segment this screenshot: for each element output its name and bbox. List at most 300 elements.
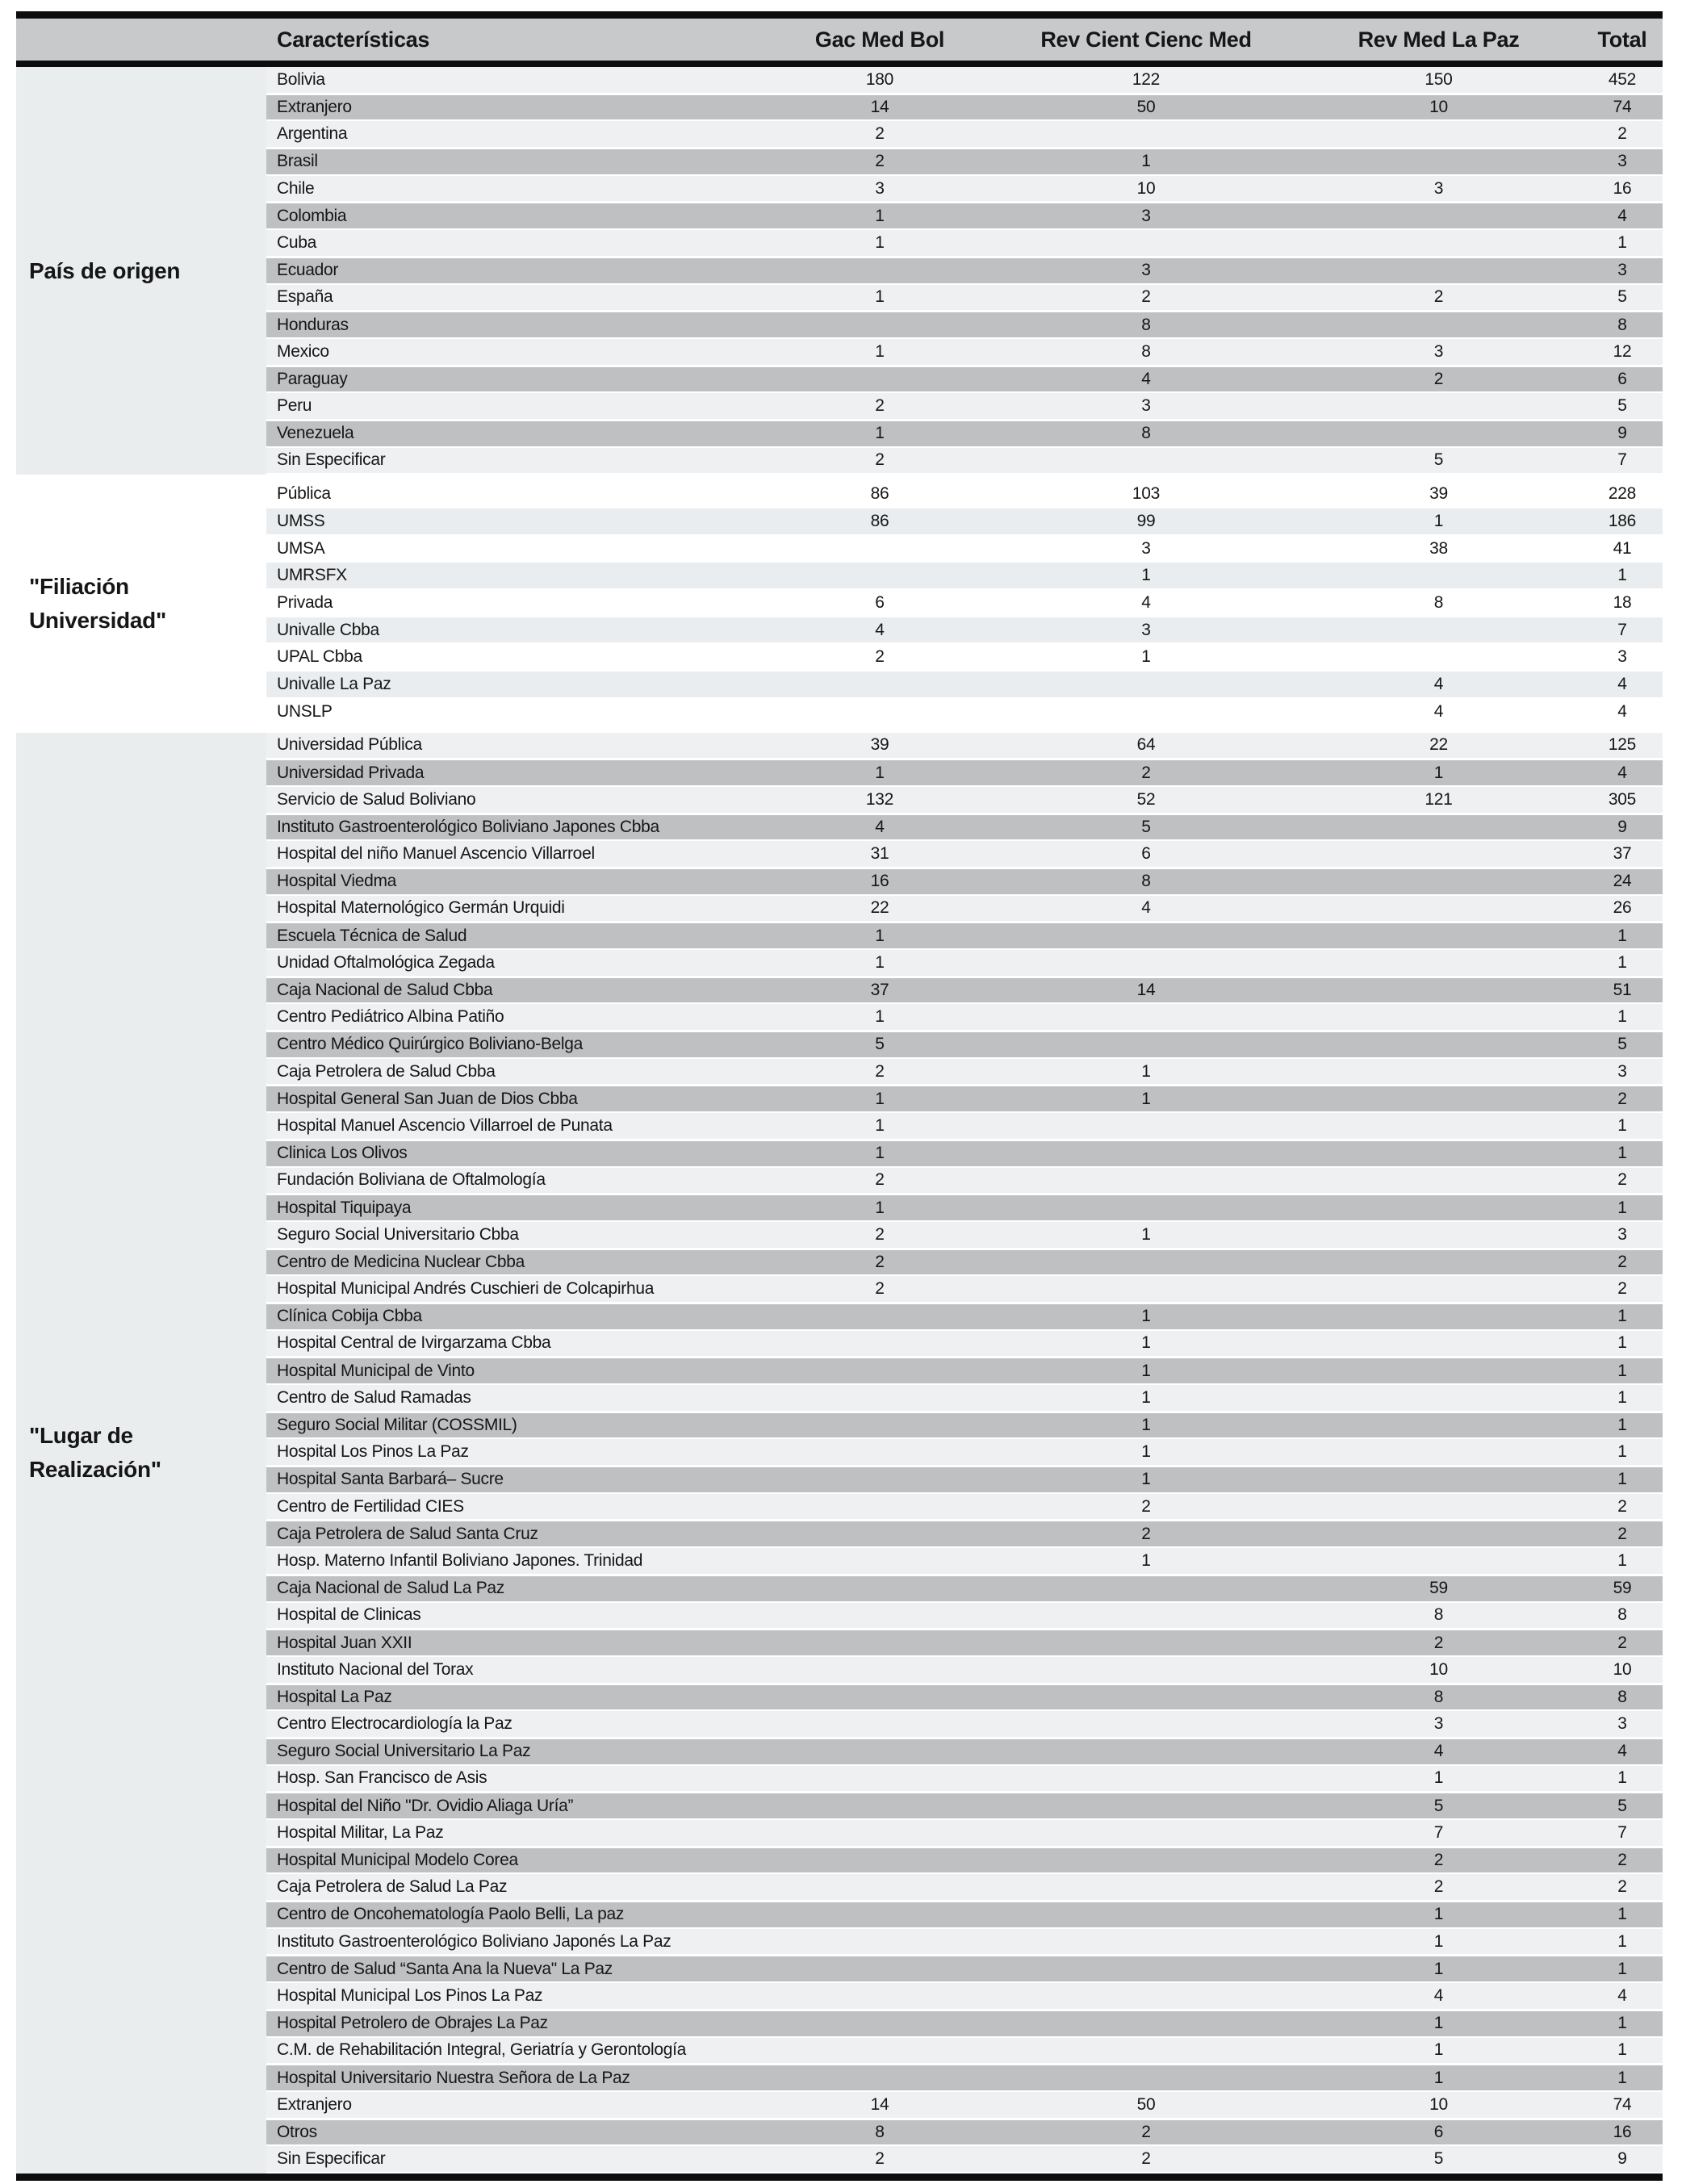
cell-value: 4 (1141, 369, 1151, 388)
table-row (266, 1738, 1663, 1766)
cell-value: 1 (1141, 1387, 1151, 1407)
row-label: Bolivia (277, 69, 325, 89)
cell-value: 8 (1617, 1687, 1627, 1706)
cell-value: 12 (1613, 341, 1632, 361)
row-label: Hosp. Materno Infantil Boliviano Japones. Trinidad (277, 1550, 643, 1570)
cell-value: 1 (1617, 1333, 1627, 1353)
table-row (266, 2065, 1663, 2092)
cell-value: 1 (1141, 1089, 1151, 1108)
row-label: Clínica Cobija Cbba (277, 1307, 422, 1326)
cell-value: 1 (1141, 1550, 1151, 1570)
cell-value: 74 (1613, 2094, 1632, 2114)
row-label: Hospital Tiquipaya (277, 1198, 412, 1217)
table-row (266, 644, 1663, 672)
cell-value: 41 (1613, 538, 1632, 558)
cell-value: 305 (1608, 789, 1637, 809)
table-row (266, 1222, 1663, 1249)
cell-value: 2 (1617, 1170, 1627, 1190)
section-rows (266, 481, 1663, 726)
cell-value: 2 (875, 396, 885, 416)
row-label: Mexico (277, 341, 329, 361)
table-row (266, 1059, 1663, 1086)
cell-value: 50 (1136, 2094, 1156, 2114)
cell-value: 10 (1613, 1659, 1632, 1679)
cell-value: 38 (1429, 538, 1448, 558)
cell-value: 5 (1617, 287, 1627, 307)
cell-value: 2 (1617, 124, 1627, 144)
section-label-line: "Filiación (29, 573, 129, 599)
table-row (266, 814, 1663, 842)
cell-value: 3 (1141, 620, 1151, 639)
section-rows (266, 733, 1663, 2174)
row-label: Escuela Técnica de Salud (277, 926, 467, 945)
row-label: C.M. de Rehabilitación Integral, Geriatría y Gerontología (277, 2040, 686, 2060)
cell-value: 1 (1617, 1144, 1627, 1163)
row-label: Seguro Social Universitario La Paz (277, 1742, 531, 1761)
cell-value: 2 (875, 152, 885, 171)
table-row (266, 1603, 1663, 1630)
row-label: Fundación Boliviana de Oftalmología (277, 1170, 546, 1190)
table-row (266, 733, 1663, 760)
row-label: Hospital General San Juan de Dios Cbba (277, 1089, 578, 1108)
cell-value: 64 (1136, 735, 1156, 755)
row-label: Brasil (277, 152, 318, 171)
section-label-line: "Lugar de (29, 1423, 133, 1449)
row-label: Honduras (277, 315, 349, 334)
table-row (266, 1630, 1663, 1657)
table-row (266, 2010, 1663, 2038)
cell-value: 1 (1141, 566, 1151, 585)
cell-value: 1 (875, 763, 885, 782)
table-row (266, 1331, 1663, 1358)
cell-value: 1 (1617, 232, 1627, 252)
table-row (266, 1575, 1663, 1603)
column-header-total: Total (1597, 27, 1647, 52)
row-label: Instituto Gastroenterológico Boliviano Japones Cbba (277, 817, 659, 836)
cell-value: 2 (875, 1252, 885, 1271)
row-label: Hospital Municipal Andrés Cuschieri de Colcapirhua (277, 1279, 655, 1299)
cell-value: 5 (1433, 1796, 1444, 1815)
cell-value: 59 (1613, 1579, 1632, 1598)
table-row (266, 1086, 1663, 1113)
table-row (266, 923, 1663, 950)
row-label: Centro de Fertilidad CIES (277, 1496, 464, 1516)
cell-value: 4 (1141, 592, 1151, 612)
row-label: Universidad Privada (277, 763, 425, 782)
row-label: Hospital Viedma (277, 872, 397, 891)
table-row (266, 1820, 1663, 1847)
table-row (266, 759, 1663, 787)
row-label: Extranjero (277, 2094, 352, 2114)
cell-value: 3 (1617, 1224, 1627, 1244)
table-row (266, 393, 1663, 420)
cell-value: 2 (875, 647, 885, 667)
row-label: UNSLP (277, 701, 333, 721)
row-label: Caja Petrolera de Salud Cbba (277, 1061, 496, 1081)
table-row (266, 1004, 1663, 1031)
cell-value: 1 (1141, 1307, 1151, 1326)
row-label: UMSA (277, 538, 325, 558)
cell-value: 121 (1425, 789, 1453, 809)
table-row (266, 1684, 1663, 1712)
section-rows (266, 67, 1663, 475)
cell-value: 1 (1617, 1550, 1627, 1570)
cell-value: 4 (875, 817, 885, 836)
cell-value: 1 (875, 206, 885, 225)
cell-value: 1 (1617, 1470, 1627, 1489)
cell-value: 2 (1141, 1524, 1151, 1543)
cell-value: 6 (1141, 844, 1151, 864)
table-row (266, 420, 1663, 448)
cell-value: 3 (1141, 261, 1151, 280)
row-label: Hospital Central de Ivirgarzama Cbba (277, 1333, 551, 1353)
table-row (266, 1195, 1663, 1222)
cell-value: 1 (1617, 2068, 1627, 2087)
cell-value: 22 (1429, 735, 1448, 755)
row-label: Hospital Militar, La Paz (277, 1822, 444, 1842)
table-row (266, 2092, 1663, 2119)
section-label-line: Realización" (29, 1457, 161, 1483)
table-row (266, 176, 1663, 203)
row-label: Instituto Nacional del Torax (277, 1659, 474, 1679)
cell-value: 4 (1433, 1742, 1444, 1761)
cell-value: 2 (875, 1279, 885, 1299)
cell-value: 4 (1617, 763, 1627, 782)
table-row (266, 1874, 1663, 1902)
table-row (266, 366, 1663, 394)
cell-value: 74 (1613, 98, 1632, 117)
cell-value: 2 (1433, 1633, 1444, 1652)
cell-value: 103 (1132, 484, 1161, 504)
table-row (266, 787, 1663, 814)
cell-value: 1 (875, 424, 885, 443)
cell-value: 99 (1136, 511, 1156, 530)
cell-value: 8 (1433, 592, 1444, 612)
cell-value: 8 (1617, 1605, 1627, 1625)
cell-value: 4 (1617, 1742, 1627, 1761)
cell-value: 10 (1136, 178, 1156, 198)
cell-value: 3 (875, 178, 885, 198)
row-label: Hospital Municipal de Vinto (277, 1361, 475, 1380)
cell-value: 86 (870, 511, 889, 530)
cell-value: 3 (1433, 341, 1444, 361)
table-row (266, 1929, 1663, 1956)
cell-value: 10 (1429, 98, 1448, 117)
cell-value: 4 (1617, 206, 1627, 225)
row-label: Hospital Manuel Ascencio Villarroel de Punata (277, 1115, 613, 1135)
cell-value: 6 (1617, 369, 1627, 388)
table-row (266, 1902, 1663, 1929)
row-label: Hospital Municipal Modelo Corea (277, 1851, 518, 1870)
cell-value: 1 (1617, 1442, 1627, 1462)
table-row (266, 590, 1663, 617)
cell-value: 1 (1141, 647, 1151, 667)
row-label: Unidad Oftalmológica Zegada (277, 952, 495, 972)
table-row (266, 1847, 1663, 1875)
table-row (266, 1548, 1663, 1575)
row-label: Caja Petrolera de Salud La Paz (277, 1877, 508, 1897)
cell-value: 1 (875, 1198, 885, 1217)
row-label: Chile (277, 178, 315, 198)
cell-value: 1 (1141, 1333, 1151, 1353)
row-label: Paraguay (277, 369, 348, 388)
cell-value: 1 (1433, 763, 1444, 782)
table-section (16, 67, 1663, 475)
row-label: Seguro Social Militar (COSSMIL) (277, 1416, 517, 1435)
row-label: Otros (277, 2122, 317, 2141)
cell-value: 1 (1617, 952, 1627, 972)
cell-value: 8 (1141, 341, 1151, 361)
cell-value: 16 (870, 872, 889, 891)
cell-value: 3 (1141, 396, 1151, 416)
cell-value: 39 (870, 735, 889, 755)
cell-value: 9 (1617, 2149, 1627, 2169)
cell-value: 9 (1617, 817, 1627, 836)
row-label: UPAL Cbba (277, 647, 362, 667)
cell-value: 2 (1617, 1496, 1627, 1516)
section-label-line: País de origen (29, 257, 181, 283)
cell-value: 1 (1617, 1416, 1627, 1435)
cell-value: 2 (1617, 1851, 1627, 1870)
cell-value: 39 (1429, 484, 1448, 504)
section-label (16, 67, 266, 475)
cell-value: 2 (1141, 2122, 1151, 2141)
row-label: Instituto Gastroenterológico Boliviano Japonés La Paz (277, 1931, 671, 1951)
cell-value: 2 (875, 1224, 885, 1244)
table-row (266, 1956, 1663, 1983)
cell-value: 5 (875, 1035, 885, 1054)
cell-value: 16 (1613, 2122, 1632, 2141)
table-top-border (16, 11, 1663, 19)
table-row (266, 1168, 1663, 1195)
cell-value: 1 (875, 926, 885, 945)
cell-value: 1 (1617, 566, 1627, 585)
table-row (266, 1113, 1663, 1140)
cell-value: 14 (1136, 981, 1156, 1000)
row-label: Argentina (277, 124, 348, 144)
table-row (266, 1031, 1663, 1059)
row-label: Caja Petrolera de Salud Santa Cruz (277, 1524, 538, 1543)
table-row (266, 149, 1663, 176)
table-row (266, 699, 1663, 726)
cell-value: 3 (1617, 1061, 1627, 1081)
row-label: Univalle Cbba (277, 620, 379, 639)
table-header-row (16, 19, 1663, 61)
table-row (266, 1140, 1663, 1168)
cell-value: 1 (1617, 1387, 1627, 1407)
cell-value: 1 (1617, 1198, 1627, 1217)
row-label: Sin Especificar (277, 2149, 386, 2169)
table-row (266, 536, 1663, 563)
table-row (266, 1494, 1663, 1521)
cell-value: 4 (1617, 1985, 1627, 2005)
cell-value: 1 (1617, 1307, 1627, 1326)
cell-value: 2 (1433, 287, 1444, 307)
cell-value: 5 (1617, 396, 1627, 416)
row-label: Colombia (277, 206, 347, 225)
cell-value: 5 (1617, 1035, 1627, 1054)
table-row (266, 2119, 1663, 2147)
cell-value: 4 (1141, 898, 1151, 918)
table-row (266, 1358, 1663, 1385)
section-label-line: Universidad" (29, 607, 166, 633)
cell-value: 3 (1617, 152, 1627, 171)
cell-value: 1 (1141, 152, 1151, 171)
cell-value: 9 (1617, 424, 1627, 443)
row-label: Sin Especificar (277, 450, 386, 470)
cell-value: 1 (1433, 1959, 1444, 1978)
cell-value: 1 (1617, 1115, 1627, 1135)
cell-value: 1 (1617, 1768, 1627, 1788)
table-row (266, 1276, 1663, 1303)
cell-value: 2 (1433, 369, 1444, 388)
cell-value: 3 (1141, 206, 1151, 225)
row-label: Univalle La Paz (277, 674, 391, 693)
cell-value: 2 (1617, 1089, 1627, 1108)
row-label: Centro Pediátrico Albina Patiño (277, 1007, 504, 1027)
cell-value: 52 (1136, 789, 1156, 809)
table-row (266, 121, 1663, 149)
row-label: Hospital Juan XXII (277, 1633, 412, 1652)
table-row (266, 339, 1663, 366)
cell-value: 180 (865, 69, 894, 89)
row-label: Centro de Oncohematología Paolo Belli, La paz (277, 1905, 625, 1924)
cell-value: 1 (1141, 1361, 1151, 1380)
cell-value: 1 (1141, 1061, 1151, 1081)
row-label: Ecuador (277, 261, 339, 280)
cell-value: 2 (1617, 1633, 1627, 1652)
table-row (266, 94, 1663, 122)
cell-value: 22 (870, 898, 889, 918)
cell-value: 4 (875, 620, 885, 639)
cell-value: 8 (1433, 1687, 1444, 1706)
table-row (266, 563, 1663, 590)
cell-value: 14 (870, 98, 889, 117)
row-label: Hosp. San Francisco de Asis (277, 1768, 487, 1788)
column-header-rev-cient-cienc-med: Rev Cient Cienc Med (1040, 27, 1252, 52)
cell-value: 2 (875, 1170, 885, 1190)
column-header-gac-med-bol: Gac Med Bol (814, 27, 945, 52)
cell-value: 8 (875, 2122, 885, 2141)
row-label: Caja Nacional de Salud Cbba (277, 981, 493, 1000)
row-label: Hospital Santa Barbará– Sucre (277, 1470, 504, 1489)
table-row (266, 312, 1663, 339)
cell-value: 1 (875, 232, 885, 252)
cell-value: 1 (1617, 2040, 1627, 2060)
row-label: Pública (277, 484, 331, 504)
row-label: Seguro Social Universitario Cbba (277, 1224, 519, 1244)
cell-value: 18 (1613, 592, 1632, 612)
cell-value: 3 (1433, 178, 1444, 198)
cell-value: 1 (1141, 1224, 1151, 1244)
row-label: Cuba (277, 232, 317, 252)
cell-value: 2 (875, 124, 885, 144)
cell-value: 2 (1433, 1851, 1444, 1870)
cell-value: 1 (1617, 1959, 1627, 1978)
cell-value: 8 (1141, 315, 1151, 334)
cell-value: 186 (1608, 511, 1637, 530)
table-section (16, 481, 1663, 726)
header-bottom-border (16, 61, 1663, 67)
row-label: Centro Electrocardiología la Paz (277, 1714, 512, 1734)
cell-value: 8 (1433, 1605, 1444, 1625)
row-label: Hospital Municipal Los Pinos La Paz (277, 1985, 543, 2005)
cell-value: 1 (875, 1144, 885, 1163)
cell-value: 2 (1617, 1252, 1627, 1271)
cell-value: 1 (1433, 1768, 1444, 1788)
cell-value: 5 (1617, 1796, 1627, 1815)
cell-value: 1 (1433, 1905, 1444, 1924)
cell-value: 24 (1613, 872, 1632, 891)
cell-value: 10 (1429, 2094, 1448, 2114)
cell-value: 1 (875, 952, 885, 972)
table-row (266, 257, 1663, 285)
cell-value: 7 (1617, 1822, 1627, 1842)
cell-value: 8 (1617, 315, 1627, 334)
cell-value: 6 (875, 592, 885, 612)
row-label: Hospital del niño Manuel Ascencio Villarroel (277, 844, 595, 864)
row-label: Caja Nacional de Salud La Paz (277, 1579, 504, 1598)
cell-value: 10 (1429, 1659, 1448, 1679)
cell-value: 1 (1141, 1442, 1151, 1462)
table-row (266, 2146, 1663, 2174)
cell-value: 31 (870, 844, 889, 864)
cell-value: 2 (1141, 1496, 1151, 1516)
row-label: Hospital de Clinicas (277, 1605, 421, 1625)
table-row (266, 230, 1663, 257)
table-row (266, 1466, 1663, 1494)
cell-value: 3 (1433, 1714, 1444, 1734)
section-label (16, 481, 266, 726)
cell-value: 7 (1433, 1822, 1444, 1842)
row-label: Peru (277, 396, 312, 416)
table-row (266, 203, 1663, 230)
column-header-rev-med-la-paz: Rev Med La Paz (1358, 27, 1520, 52)
row-label: UMSS (277, 511, 325, 530)
table-row (266, 977, 1663, 1005)
row-label: Hospital Maternológico Germán Urquidi (277, 898, 565, 918)
table-row (266, 868, 1663, 896)
table-bottom-border (16, 2174, 1663, 2181)
row-label: Hospital Los Pinos La Paz (277, 1442, 469, 1462)
cell-value: 2 (1141, 287, 1151, 307)
cell-value: 3 (1617, 647, 1627, 667)
row-label: Hospital Universitario Nuestra Señora de La Paz (277, 2068, 630, 2087)
cell-value: 1 (1617, 1361, 1627, 1380)
cell-value: 1 (1617, 2014, 1627, 2033)
cell-value: 452 (1608, 69, 1637, 89)
characteristics-table (16, 11, 1663, 2181)
table-row (266, 1983, 1663, 2010)
cell-value: 3 (1617, 261, 1627, 280)
cell-value: 1 (1433, 1931, 1444, 1951)
row-label: Universidad Pública (277, 735, 422, 755)
cell-value: 4 (1433, 674, 1444, 693)
cell-value: 1 (875, 341, 885, 361)
table-row (266, 1385, 1663, 1412)
row-label: Centro de Salud Ramadas (277, 1387, 471, 1407)
cell-value: 8 (1141, 872, 1151, 891)
cell-value: 2 (875, 1061, 885, 1081)
cell-value: 5 (1433, 2149, 1444, 2169)
cell-value: 1 (1141, 1470, 1151, 1489)
row-label: Servicio de Salud Boliviano (277, 789, 476, 809)
cell-value: 1 (1433, 2068, 1444, 2087)
cell-value: 4 (1617, 701, 1627, 721)
cell-value: 2 (875, 450, 885, 470)
row-label: Centro de Medicina Nuclear Cbba (277, 1252, 525, 1271)
table-row (266, 1711, 1663, 1738)
